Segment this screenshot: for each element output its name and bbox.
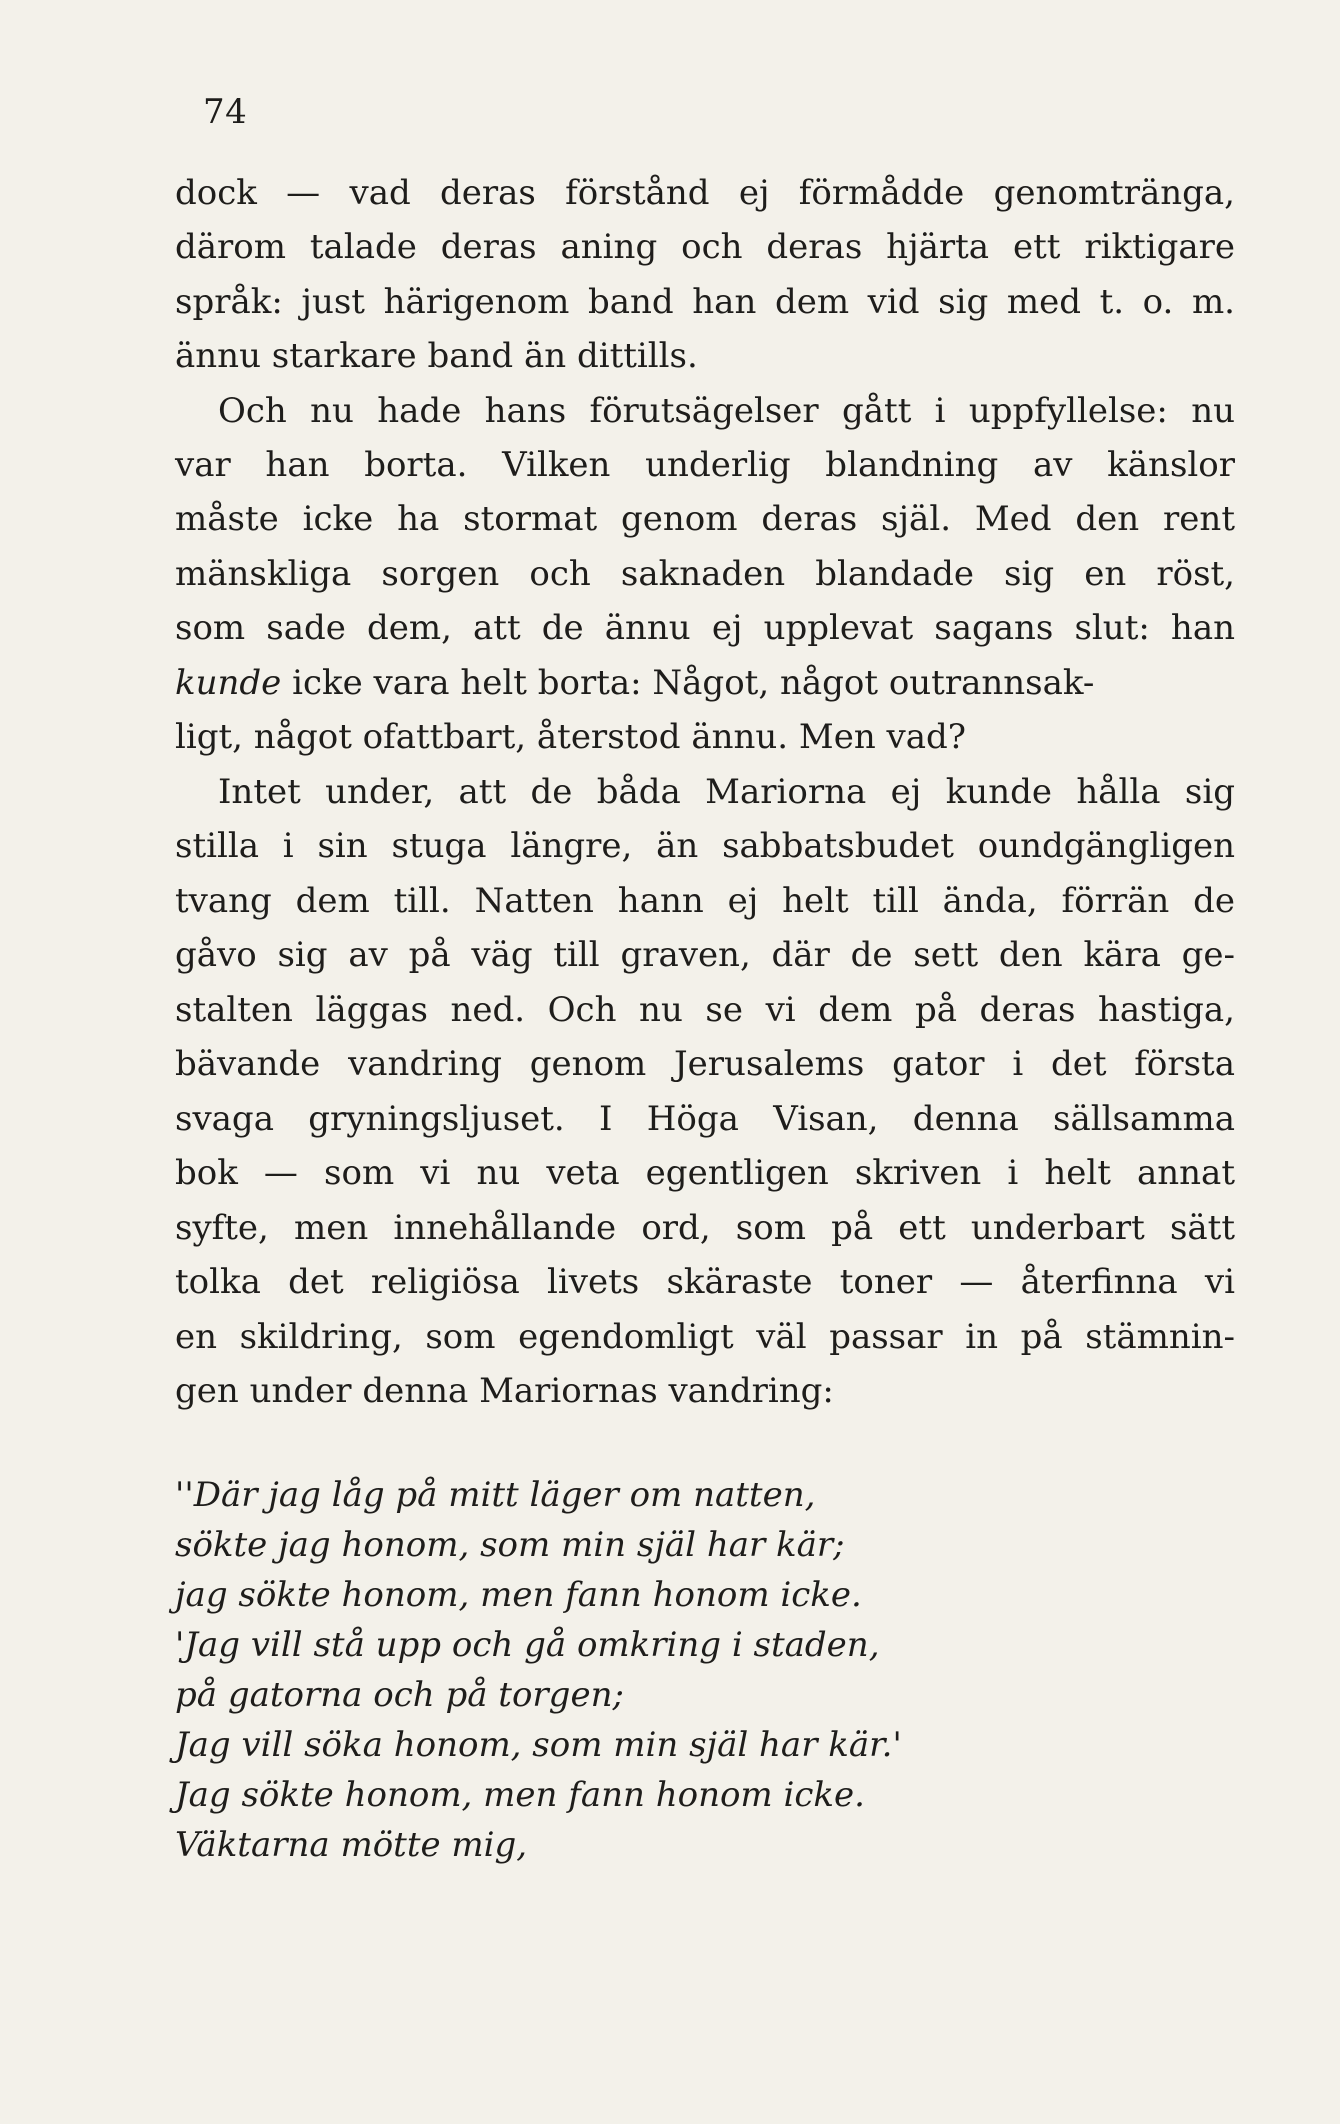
prose-line: [175, 656, 1235, 710]
poem-line: jag sökte honom, men fann honom icke.: [175, 1575, 862, 1615]
prose-line: Intet under, att de båda Mariorna ej kunde hålla sig: [218, 772, 1235, 812]
prose-line: språk: just härigenom band han dem vid sig med t. o. m.: [175, 282, 1235, 322]
poem-line: Jag sökte honom, men fann honom icke.: [175, 1775, 865, 1815]
poem-line: Jag vill söka honom, som min själ har kär.': [175, 1725, 902, 1765]
prose-line: ännu starkare band än dittills.: [175, 336, 698, 376]
prose-line: därom talade deras aning och deras hjärta ett riktigare: [175, 227, 1235, 267]
prose-line: Och nu hade hans förutsägelser gått i uppfyllelse: nu: [218, 391, 1235, 431]
prose-line: var han borta. Vilken underlig blandning av känslor: [175, 445, 1235, 485]
prose-line: som sade dem, att de ännu ej upplevat sagans slut: han: [175, 608, 1235, 648]
prose-line: syfte, men innehållande ord, som på ett underbart sätt: [175, 1208, 1235, 1248]
emphasized-word: kunde: [175, 663, 282, 703]
prose-line: dock — vad deras förstånd ej förmådde genomtränga,: [175, 173, 1235, 213]
prose-line: en skildring, som egendomligt väl passar in på stämnin-: [175, 1317, 1235, 1357]
prose-line: gåvo sig av på väg till graven, där de sett den kära ge-: [175, 935, 1235, 975]
page-number: 74: [203, 92, 248, 132]
prose-line: bävande vandring genom Jerusalems gator i det första: [175, 1044, 1235, 1084]
prose-line: bok — som vi nu veta egentligen skriven i helt annat: [175, 1153, 1235, 1193]
prose-line: måste icke ha stormat genom deras själ. Med den rent: [175, 499, 1235, 539]
prose-line: stalten läggas ned. Och nu se vi dem på deras hastiga,: [175, 990, 1235, 1030]
prose-line: ligt, något ofattbart, återstod ännu. Men vad?: [175, 717, 967, 757]
prose-line: gen under denna Mariornas vandring:: [175, 1371, 834, 1411]
poem-line: 'Jag vill stå upp och gå omkring i staden,: [175, 1625, 880, 1665]
prose-line: svaga gryningsljuset. I Höga Visan, denna sällsamma: [175, 1099, 1235, 1139]
poem-line: på gatorna och på torgen;: [175, 1675, 624, 1715]
prose-line-rest: icke vara helt borta: Något, något outrannsak-: [281, 663, 1095, 703]
poem-line: ''Där jag låg på mitt läger om natten,: [175, 1475, 816, 1515]
prose-line: tolka det religiösa livets skäraste toner — återfinna vi: [175, 1262, 1235, 1302]
prose-line: mänskliga sorgen och saknaden blandade sig en röst,: [175, 554, 1235, 594]
prose-line: tvang dem till. Natten hann ej helt till ända, förrän de: [175, 881, 1235, 921]
prose-line: stilla i sin stuga längre, än sabbatsbudet oundgängligen: [175, 826, 1235, 866]
poem-line: Väktarna mötte mig,: [175, 1825, 528, 1865]
poem-line: sökte jag honom, som min själ har kär;: [175, 1525, 845, 1565]
